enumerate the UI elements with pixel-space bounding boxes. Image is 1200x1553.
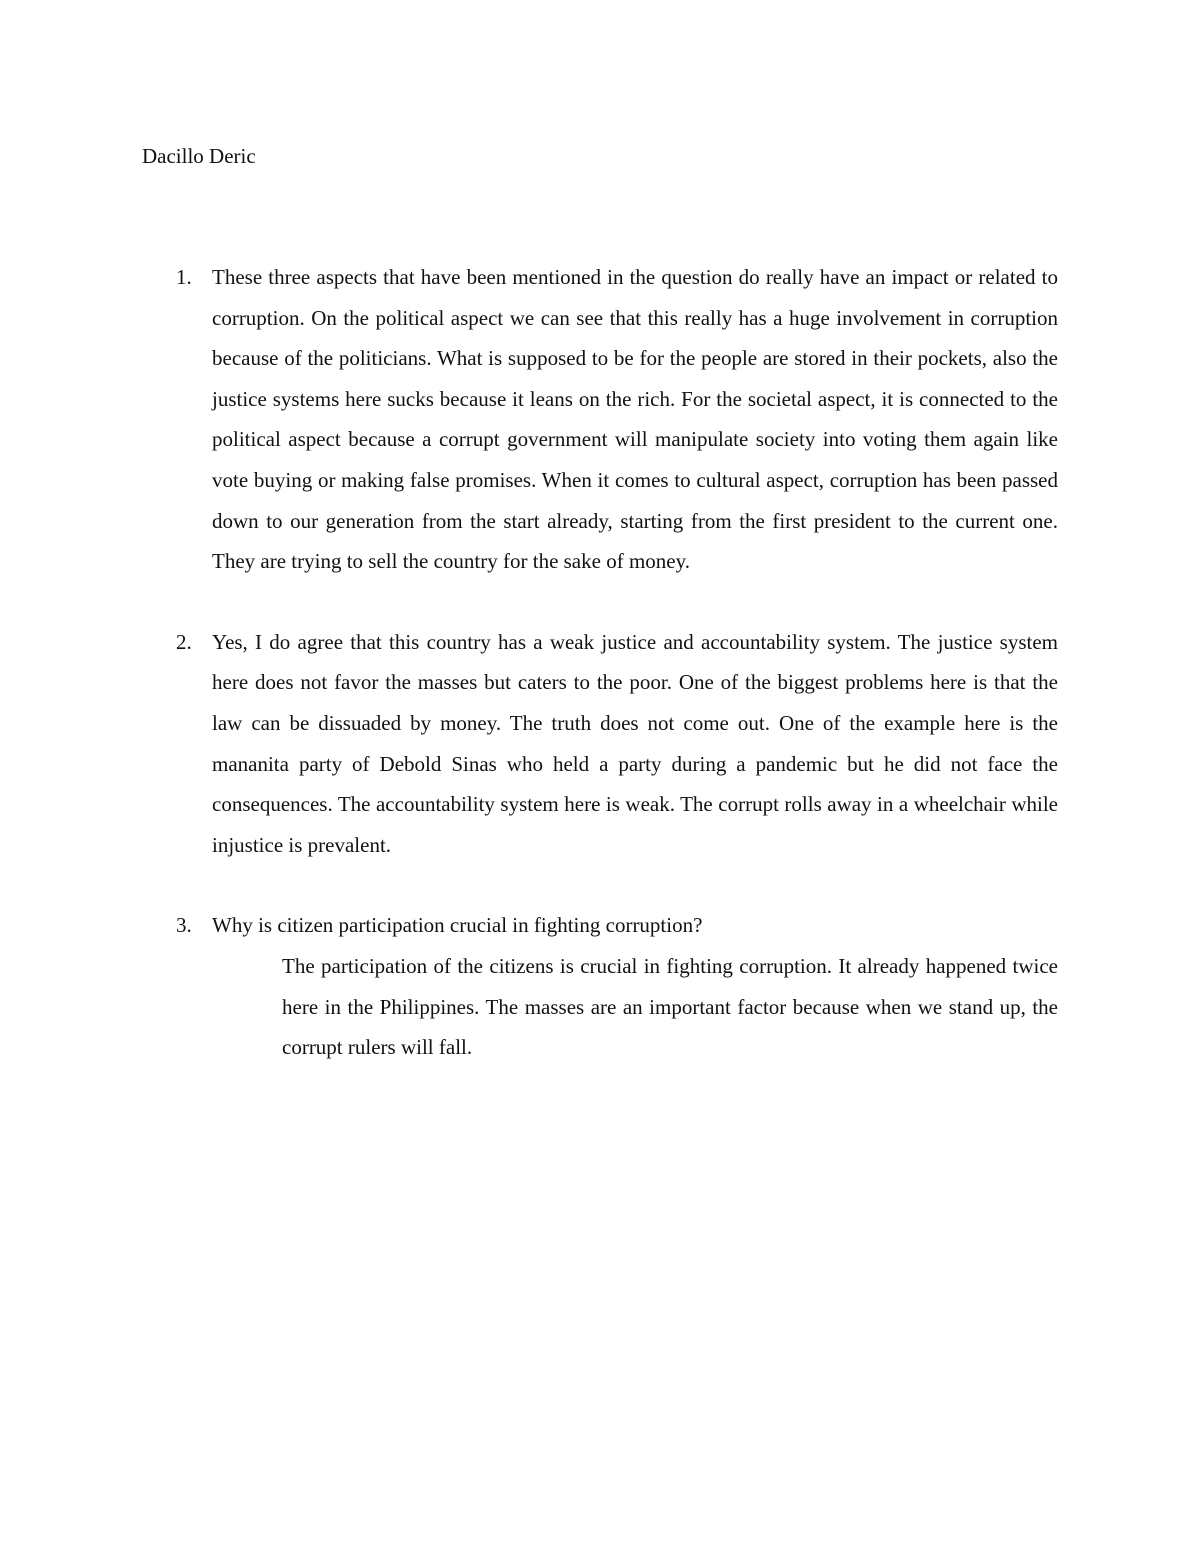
answer-text: These three aspects that have been mentioned in the question do really have an impact or related to corruption. On the political aspect we can see that this really has a huge involvement in corruption because of the politicians. What is supposed to be for the people are stored in their pockets, also the justice systems here sucks because it leans on the rich. For the societal aspect, it is connected to the political aspect because a corrupt government will manipulate society into voting them again like vote buying or making false promises. When it comes to cultural aspect, corruption has been passed down to our generation from the start already, starting from the first president to the current one. They are trying to sell the country for the sake of money. [212,265,1058,574]
answer-text: The participation of the citizens is crucial in fighting corruption. It already happened twice here in the Philippines. The masses are an important factor because when we stand up, the corrupt rulers will fall. [282,953,1058,1060]
answer-list [142,257,1058,1068]
answer-item-2 [142,622,1058,866]
answer-item-3 [142,905,1058,1067]
answer-number: 1. [176,265,192,289]
answer-number: 3. [176,913,192,938]
answer-text: Yes, I do agree that this country has a weak justice and accountability system. The justice system here does not favor the masses but caters to the poor. One of the biggest problems here is that the law can be dissuaded by money. The truth does not come out. One of the example here is the mananita party of Debold Sinas who held a party during a pandemic but he did not face the consequences. The accountability system here is weak. The corrupt rolls away in a wheelchair while injustice is prevalent. [212,629,1058,857]
answer-item-1 [142,257,1058,582]
question-text: Why is citizen participation crucial in fighting corruption? [212,913,703,938]
answer-number: 2. [176,629,192,654]
author-name: Dacillo Deric [142,144,256,168]
